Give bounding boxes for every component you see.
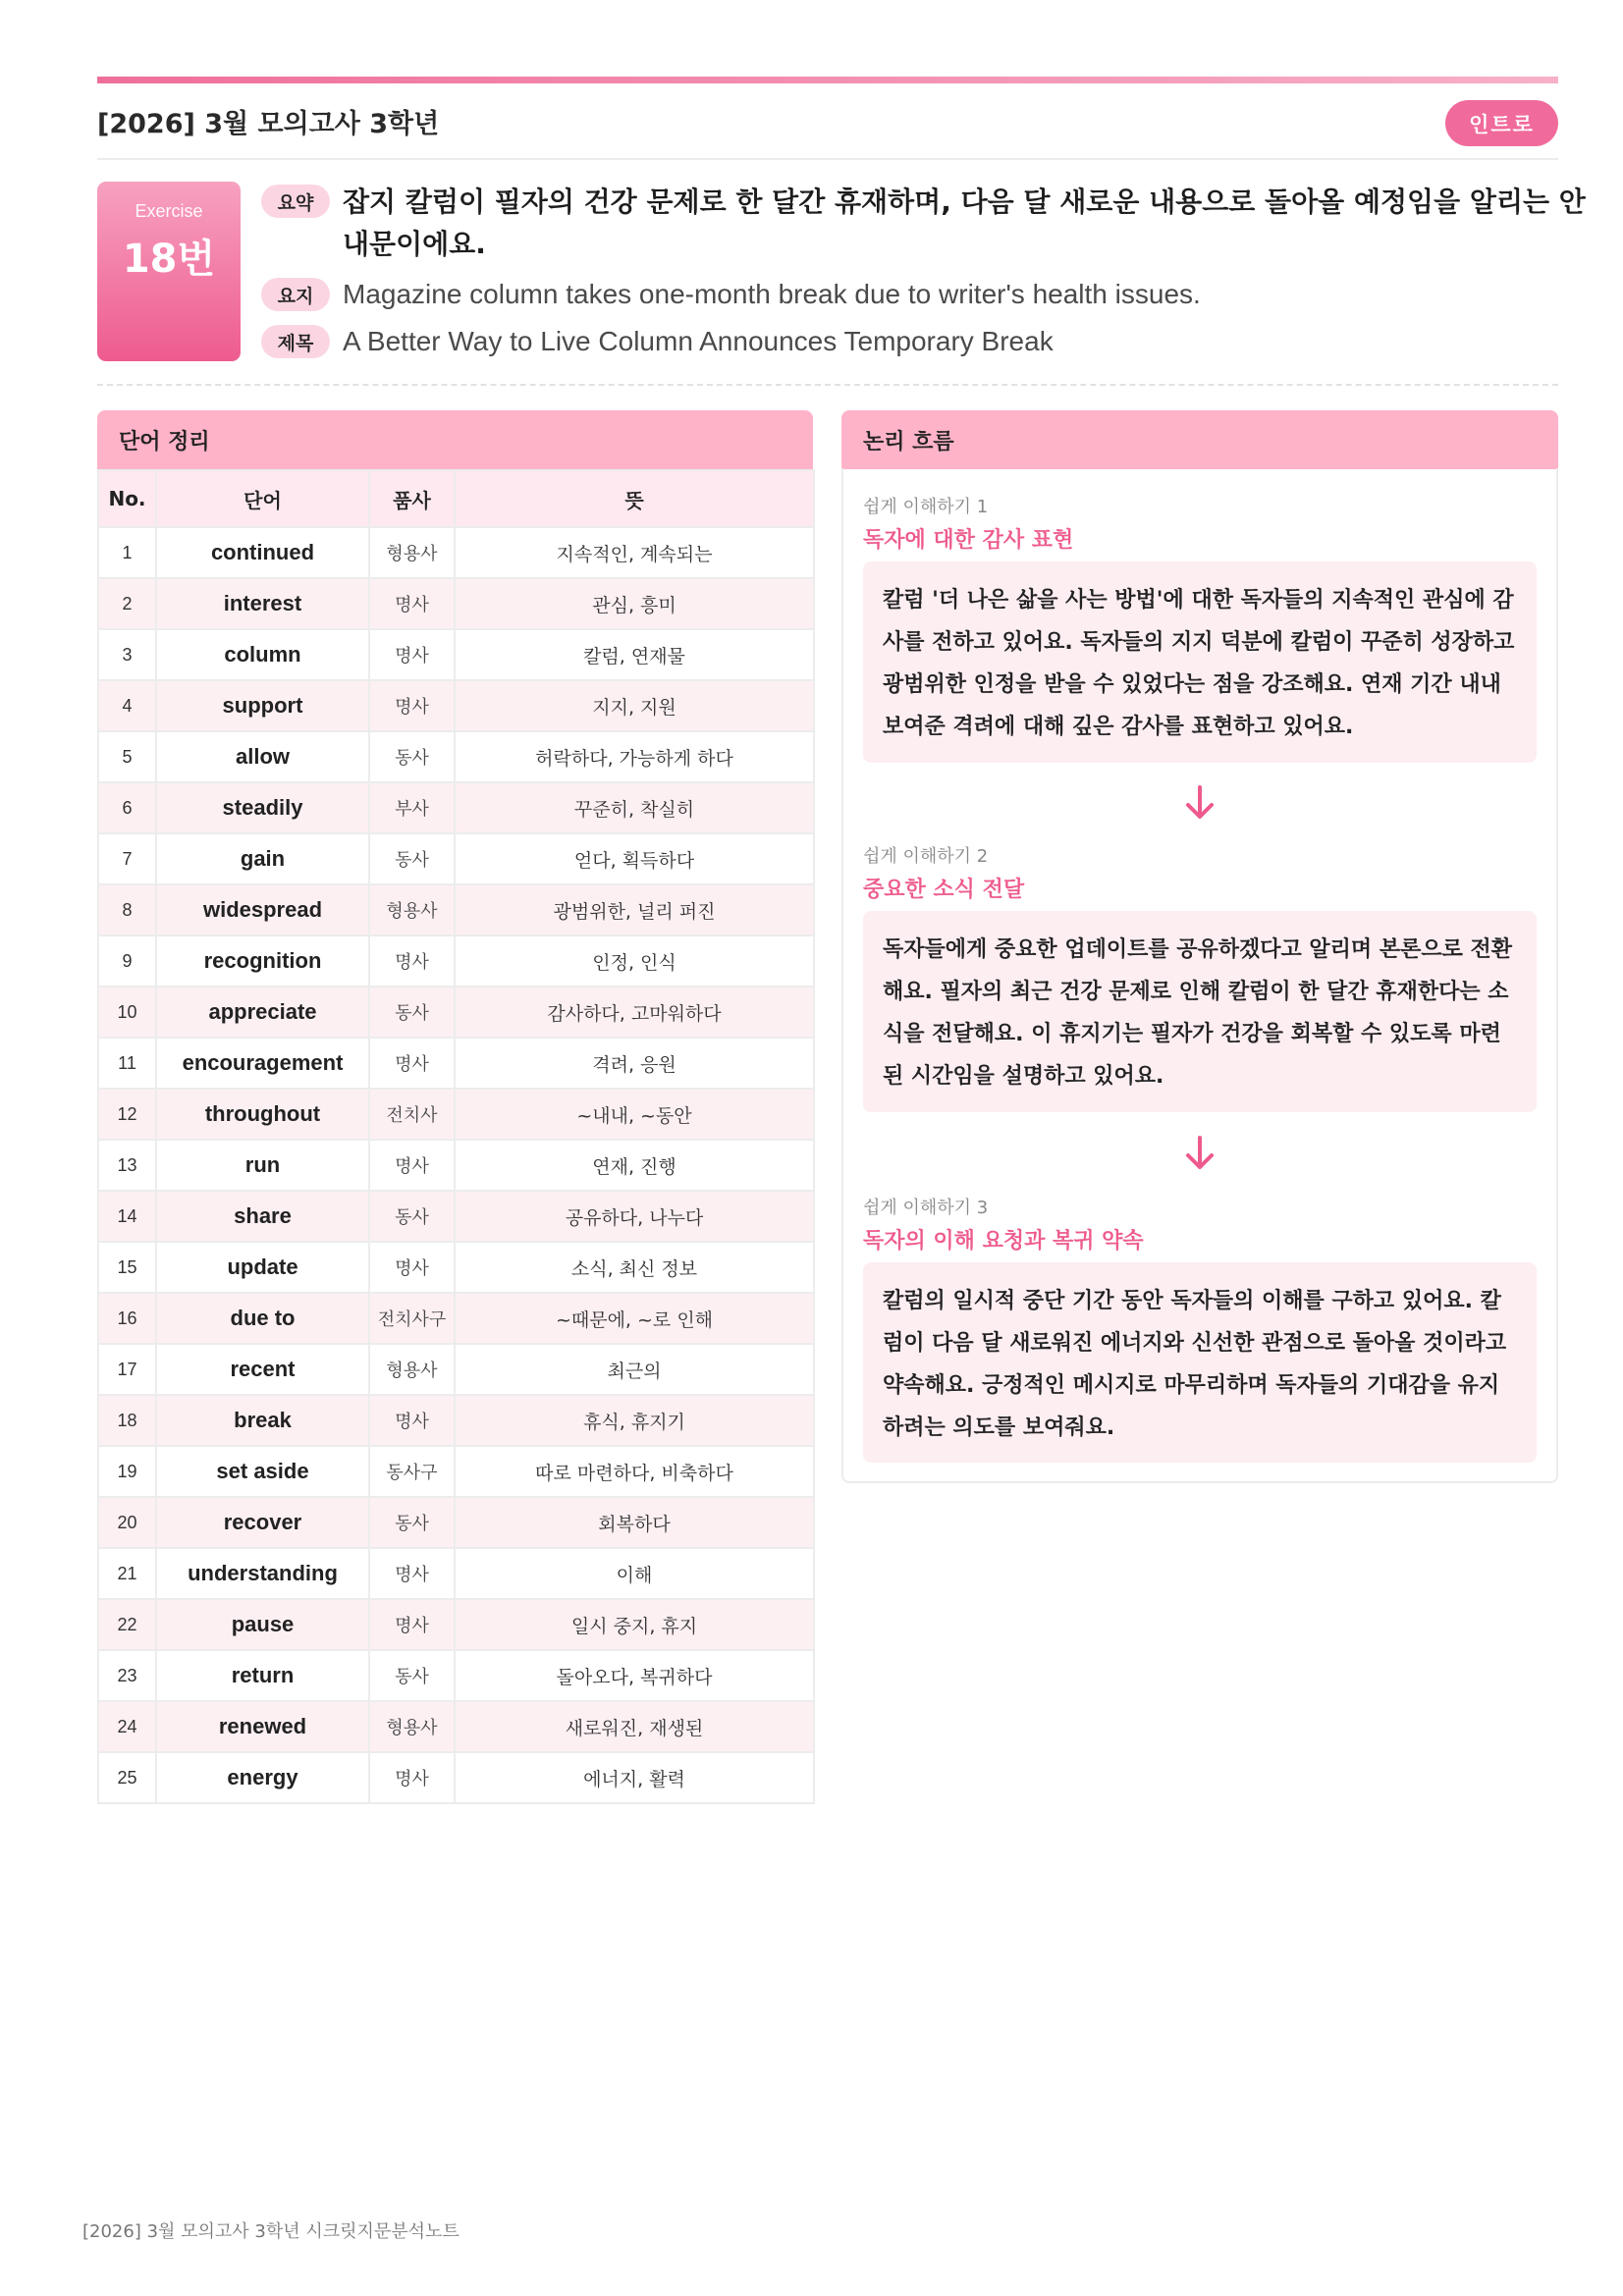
flow-heading: 논리 흐름 (841, 410, 1558, 469)
col-header-meaning: 뜻 (455, 470, 814, 527)
step-3-label: 쉽게 이해하기 3 (863, 1198, 989, 1218)
page-footer: [2026] 3월 모의고사 3학년 시크릿지문분석노트 (82, 2221, 460, 2242)
vocab-no: 6 (98, 782, 156, 833)
vocab-no: 7 (98, 833, 156, 884)
step-1-title: 독자에 대한 감사 표현 (863, 528, 1074, 553)
vocab-row (98, 1089, 814, 1140)
page-title: [2026] 3월 모의고사 3학년 (97, 109, 440, 139)
vocab-no: 24 (98, 1701, 156, 1752)
vocab-pos: 명사 (369, 1242, 455, 1293)
vocab-pos: 명사 (369, 1599, 455, 1650)
vocab-pos: 동사 (369, 833, 455, 884)
title-text: A Better Way to Live Column Announces Temporary Break (343, 326, 1054, 356)
vocab-row (98, 731, 814, 782)
vocab-meaning: 격려, 응원 (455, 1038, 814, 1089)
vocab-row (98, 1752, 814, 1803)
vocab-word: update (156, 1242, 369, 1293)
step-2-text: 독자들에게 중요한 업데이트를 공유하겠다고 알리며 본론으로 전환해요. 필자의 최근 건강 문제로 인해 칼럼이 한 달간 휴재한다는 소식을 전달해요. 이 휴지기는 필자가 건강을 회복할 수 있도록 마련된 시간임을 설명하고 있어요. (863, 911, 1537, 1112)
vocab-row (98, 1395, 814, 1446)
vocab-no: 8 (98, 884, 156, 935)
vocab-pos: 부사 (369, 782, 455, 833)
vocab-pos: 동사 (369, 987, 455, 1038)
vocab-table (97, 469, 815, 1804)
vocab-meaning: 에너지, 활력 (455, 1752, 814, 1803)
vocab-word: break (156, 1395, 369, 1446)
vocab-word: gain (156, 833, 369, 884)
vocab-row (98, 1293, 814, 1344)
vocab-row (98, 987, 814, 1038)
vocab-row (98, 782, 814, 833)
vocab-row (98, 1701, 814, 1752)
vocab-pos: 명사 (369, 578, 455, 629)
vocab-word: pause (156, 1599, 369, 1650)
vocab-row (98, 680, 814, 731)
vocab-meaning: 소식, 최신 정보 (455, 1242, 814, 1293)
arrow-down-icon (1182, 1134, 1217, 1173)
vocab-no: 12 (98, 1089, 156, 1140)
vocab-no: 23 (98, 1650, 156, 1701)
summary-text: 잡지 칼럼이 필자의 건강 문제로 한 달간 휴재하며, 다음 달 새로운 내용으로 돌아올 예정임을 알리는 안내문이에요. (343, 186, 1586, 260)
col-header-no: No. (98, 470, 156, 527)
vocab-meaning: 돌아오다, 복귀하다 (455, 1650, 814, 1701)
vocab-meaning: 칼럼, 연재물 (455, 629, 814, 680)
vocab-word: understanding (156, 1548, 369, 1599)
vocab-no: 1 (98, 527, 156, 578)
step-2-label: 쉽게 이해하기 2 (863, 846, 989, 867)
vocab-no: 13 (98, 1140, 156, 1191)
vocab-meaning: 허락하다, 가능하게 하다 (455, 731, 814, 782)
vocab-meaning: 따로 마련하다, 비축하다 (455, 1446, 814, 1497)
vocab-word: allow (156, 731, 369, 782)
vocab-word: due to (156, 1293, 369, 1344)
vocab-pos: 형용사 (369, 884, 455, 935)
vocab-pos: 전치사 (369, 1089, 455, 1140)
vocab-no: 14 (98, 1191, 156, 1242)
vocab-row (98, 1344, 814, 1395)
vocab-pos: 동사 (369, 731, 455, 782)
vocab-no: 15 (98, 1242, 156, 1293)
vocab-meaning: 연재, 진행 (455, 1140, 814, 1191)
vocab-meaning: 휴식, 휴지기 (455, 1395, 814, 1446)
header-divider (97, 158, 1558, 160)
vocab-word: support (156, 680, 369, 731)
vocab-meaning: 광범위한, 널리 퍼진 (455, 884, 814, 935)
arrow-down-icon (1182, 783, 1217, 823)
vocab-no: 16 (98, 1293, 156, 1344)
col-header-word: 단어 (156, 470, 369, 527)
vocab-word: column (156, 629, 369, 680)
vocab-meaning: 회복하다 (455, 1497, 814, 1548)
vocab-meaning: 최근의 (455, 1344, 814, 1395)
vocab-no: 20 (98, 1497, 156, 1548)
vocab-no: 25 (98, 1752, 156, 1803)
vocab-no: 3 (98, 629, 156, 680)
summary-tag: 요약 (261, 185, 330, 218)
vocab-word: share (156, 1191, 369, 1242)
vocab-row (98, 1497, 814, 1548)
vocab-row (98, 1599, 814, 1650)
vocab-pos: 전치사구 (369, 1293, 455, 1344)
vocab-pos: 명사 (369, 1752, 455, 1803)
vocab-pos: 형용사 (369, 1344, 455, 1395)
vocab-word: recover (156, 1497, 369, 1548)
intro-button[interactable]: 인트로 (1445, 100, 1558, 146)
vocab-no: 21 (98, 1548, 156, 1599)
vocab-word: set aside (156, 1446, 369, 1497)
vocab-no: 10 (98, 987, 156, 1038)
vocab-word: continued (156, 527, 369, 578)
vocab-no: 11 (98, 1038, 156, 1089)
vocab-word: appreciate (156, 987, 369, 1038)
vocab-row (98, 1548, 814, 1599)
vocab-pos: 동사 (369, 1497, 455, 1548)
vocab-meaning: 지지, 지원 (455, 680, 814, 731)
vocab-row (98, 1140, 814, 1191)
vocab-meaning: 꾸준히, 착실히 (455, 782, 814, 833)
title-row (261, 325, 1054, 358)
vocab-word: throughout (156, 1089, 369, 1140)
gist-row (261, 278, 1201, 311)
vocab-no: 17 (98, 1344, 156, 1395)
exercise-label: Exercise (135, 201, 203, 221)
vocab-word: interest (156, 578, 369, 629)
vocab-no: 2 (98, 578, 156, 629)
col-header-pos: 품사 (369, 470, 455, 527)
step-3-text: 칼럼의 일시적 중단 기간 동안 독자들의 이해를 구하고 있어요. 칼럼이 다음 달 새로워진 에너지와 신선한 관점으로 돌아올 것이라고 약속해요. 긍정적인 메시지로 마무리하며 독자들의 기대감을 유지하려는 의도를 보여줘요. (863, 1262, 1537, 1463)
vocab-pos: 명사 (369, 1038, 455, 1089)
vocab-pos: 동사 (369, 1191, 455, 1242)
vocab-meaning: 이해 (455, 1548, 814, 1599)
vocab-pos: 형용사 (369, 1701, 455, 1752)
vocab-meaning: 인정, 인식 (455, 935, 814, 987)
gist-text: Magazine column takes one-month break due to writer's health issues. (343, 279, 1201, 309)
vocab-pos: 형용사 (369, 527, 455, 578)
vocab-row (98, 629, 814, 680)
vocab-meaning: 공유하다, 나누다 (455, 1191, 814, 1242)
step-1-text: 칼럼 '더 나은 삶을 사는 방법'에 대한 독자들의 지속적인 관심에 감사를 전하고 있어요. 독자들의 지지 덕분에 칼럼이 꾸준히 성장하고 광범위한 인정을 받을 수 있었다는 점을 강조해요. 연재 기간 내내 보여준 격려에 대해 깊은 감사를 표현하고 있어요. (863, 561, 1537, 763)
vocab-meaning: 일시 중지, 휴지 (455, 1599, 814, 1650)
top-accent-bar (97, 77, 1558, 83)
vocab-word: widespread (156, 884, 369, 935)
vocab-no: 19 (98, 1446, 156, 1497)
vocab-no: 22 (98, 1599, 156, 1650)
vocab-row (98, 935, 814, 987)
step-2-title: 중요한 소식 전달 (863, 878, 1025, 902)
vocab-no: 4 (98, 680, 156, 731)
vocab-word: run (156, 1140, 369, 1191)
vocab-row (98, 1242, 814, 1293)
vocab-row (98, 1191, 814, 1242)
vocab-meaning: 관심, 흥미 (455, 578, 814, 629)
vocab-word: recent (156, 1344, 369, 1395)
summary-row (261, 185, 1599, 265)
vocab-word: encouragement (156, 1038, 369, 1089)
vocab-word: steadily (156, 782, 369, 833)
vocab-heading: 단어 정리 (97, 410, 813, 469)
step-3-title: 독자의 이해 요청과 복귀 약속 (863, 1229, 1144, 1254)
vocab-no: 5 (98, 731, 156, 782)
vocab-meaning: 감사하다, 고마워하다 (455, 987, 814, 1038)
vocab-row (98, 527, 814, 578)
vocab-meaning: ~내내, ~동안 (455, 1089, 814, 1140)
exercise-badge (97, 182, 241, 361)
vocab-row (98, 1650, 814, 1701)
vocab-row (98, 1446, 814, 1497)
vocab-pos: 명사 (369, 680, 455, 731)
vocab-meaning: 지속적인, 계속되는 (455, 527, 814, 578)
vocab-header-row (98, 470, 814, 527)
vocab-word: recognition (156, 935, 369, 987)
vocab-pos: 동사 (369, 1650, 455, 1701)
vocab-word: renewed (156, 1701, 369, 1752)
vocab-row (98, 578, 814, 629)
vocab-pos: 명사 (369, 1548, 455, 1599)
vocab-pos: 명사 (369, 935, 455, 987)
vocab-no: 9 (98, 935, 156, 987)
gist-tag: 요지 (261, 278, 330, 311)
vocab-meaning: ~때문에, ~로 인해 (455, 1293, 814, 1344)
step-1-label: 쉽게 이해하기 1 (863, 497, 989, 517)
vocab-pos: 명사 (369, 1395, 455, 1446)
exercise-number: 18번 (122, 237, 216, 282)
vocab-no: 18 (98, 1395, 156, 1446)
vocab-word: energy (156, 1752, 369, 1803)
vocab-meaning: 새로워진, 재생된 (455, 1701, 814, 1752)
vocab-row (98, 884, 814, 935)
vocab-row (98, 833, 814, 884)
vocab-pos: 명사 (369, 629, 455, 680)
vocab-row (98, 1038, 814, 1089)
vocab-word: return (156, 1650, 369, 1701)
title-tag: 제목 (261, 325, 330, 358)
vocab-pos: 동사구 (369, 1446, 455, 1497)
vocab-meaning: 얻다, 획득하다 (455, 833, 814, 884)
vocab-pos: 명사 (369, 1140, 455, 1191)
section-divider (97, 384, 1558, 386)
